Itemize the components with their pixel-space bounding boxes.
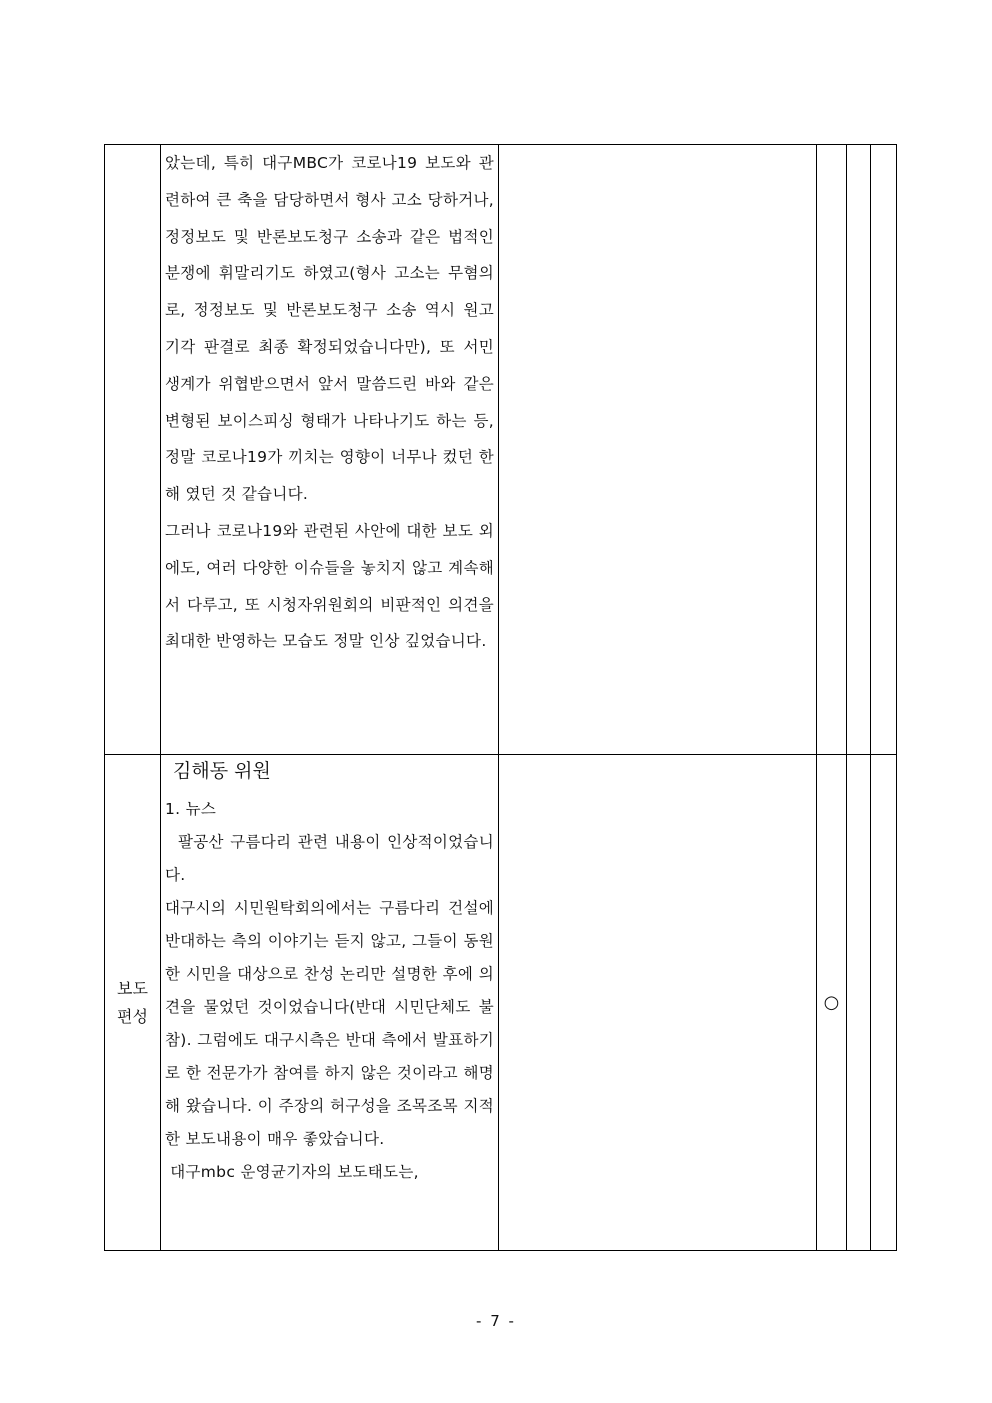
- opinion-paragraph: 았는데, 특히 대구MBC가 코로나19 보도와 관련하여 큰 축을 담당하면서 형사 고소 당하거나, 정정보도 및 반론보도청구 소송과 같은 법적인 분쟁에 휘말리기도 하였고(형사 고소는 무혐의로, 정정보도 및 반론보도청구 소송 역시 원고 기각 판결로 최종 확정되었습니다만), 또 서민 생계가 위협받으면서 앞서 말씀드린 바와 같은 변형된 보이스피싱 형태가 나타나기도 하는 등, 정말 코로나19가 끼치는 영향이 너무나 컸던 한 해 였던 것 같습니다.: [165, 154, 494, 504]
- opinion-paragraph: 그러나 코로나19와 관련된 사안에 대한 보도 외에도, 여러 다양한 이슈들을 놓치지 않고 계속해서 다루고, 또 시청자위원회의 비판적인 의견을 최대한 반영하는 모습도 정말 인상 깊었습니다.: [165, 521, 494, 651]
- category-cell: [105, 755, 161, 1251]
- category-label: 편성: [117, 1006, 148, 1026]
- page-number: - 7 -: [476, 1312, 516, 1330]
- circle-mark: ○: [823, 992, 840, 1013]
- check-cell: [817, 755, 847, 1251]
- review-table: [104, 144, 897, 1251]
- response-cell: [499, 755, 817, 1251]
- table-row: [105, 145, 897, 755]
- check-cell: [871, 755, 897, 1251]
- opinion-paragraph: 대구mbc 운영균기자의 보도태도는,: [165, 1163, 419, 1181]
- member-name: 김해동 위원: [173, 760, 271, 782]
- opinion-text: [161, 145, 498, 660]
- check-cell: [847, 145, 871, 755]
- check-cell: [847, 755, 871, 1251]
- category-label: 보도: [117, 978, 148, 998]
- section-title: 1. 뉴스: [165, 800, 217, 818]
- opinion-cell: [161, 145, 499, 755]
- opinion-text: [161, 787, 498, 1189]
- check-cell: [817, 145, 847, 755]
- table-row: [105, 755, 897, 1251]
- response-cell: [499, 145, 817, 755]
- check-cell: [871, 145, 897, 755]
- category-cell: [105, 145, 161, 755]
- opinion-paragraph: 팔공산 구름다리 관련 내용이 인상적이었습니다.: [165, 833, 494, 884]
- opinion-paragraph: 대구시의 시민원탁회의에서는 구름다리 건설에 반대하는 측의 이야기는 듣지 않고, 그들이 동원한 시민을 대상으로 찬성 논리만 설명한 후에 의견을 물었던 것이었습니다(반대 시민단체도 불참). 그럼에도 대구시측은 반대 측에서 발표하기로 한 전문가가 참여를 하지 않은 것이라고 해명해 왔습니다. 이 주장의 허구성을 조목조목 지적한 보도내용이 매우 좋았습니다.: [165, 899, 494, 1148]
- opinion-cell: [161, 755, 499, 1251]
